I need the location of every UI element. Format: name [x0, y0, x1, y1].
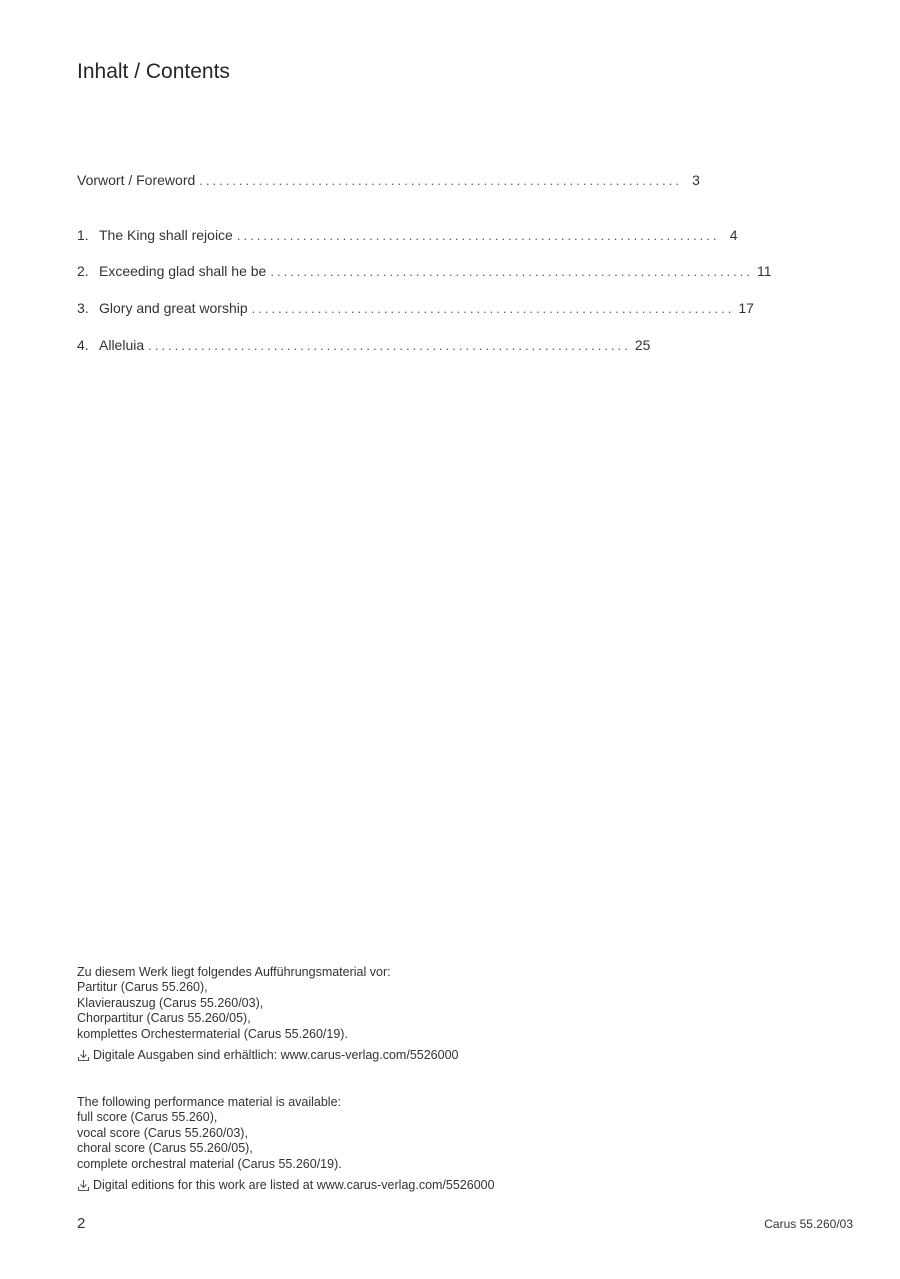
dot-leader: ......................................................................... [251, 301, 735, 316]
catalog-code: Carus 55.260/03 [764, 1217, 853, 1231]
material-line: complete orchestral material (Carus 55.260/19). [77, 1156, 342, 1171]
toc-entry-title: Glory and great worship [99, 300, 248, 316]
material-line: The following performance material is available: [77, 1095, 342, 1109]
digital-editions-note[interactable] [77, 1048, 597, 1063]
toc-entry-number: 2. [77, 263, 89, 279]
toc-entry-title: Vorwort / Foreword [77, 172, 196, 188]
material-line: Partitur (Carus 55.260), [77, 980, 208, 995]
material-line: Chorpartitur (Carus 55.260/05), [77, 1011, 251, 1026]
material-line: vocal score (Carus 55.260/03), [77, 1125, 248, 1140]
material-line: komplettes Orchestermaterial (Carus 55.260/19). [77, 1026, 348, 1041]
toc-entry-2[interactable] [77, 263, 772, 283]
download-icon [77, 1049, 90, 1062]
toc-entry-title: Alleluia [99, 337, 145, 353]
page-title: Inhalt / Contents [77, 60, 230, 83]
toc-entry-title: Exceeding glad shall he be [99, 263, 267, 279]
toc-entry-number: 4. [77, 337, 89, 353]
material-line: Klavierauszug (Carus 55.260/03), [77, 995, 264, 1010]
toc-entry-4[interactable] [77, 337, 651, 357]
download-icon [77, 1179, 90, 1192]
dot-leader: ......................................................................... [236, 228, 720, 243]
table-of-contents [77, 172, 772, 357]
toc-entry-3[interactable] [77, 300, 754, 320]
toc-entry-number: 3. [77, 300, 89, 316]
toc-entry-page: 17 [738, 300, 754, 316]
dot-leader: ......................................................................... [148, 338, 631, 353]
toc-entry-title: The King shall rejoice [99, 227, 233, 243]
material-line: full score (Carus 55.260), [77, 1110, 218, 1125]
material-line: Zu diesem Werk liegt folgendes Aufführungsmaterial vor: [77, 965, 391, 979]
toc-entry-foreword[interactable] [77, 172, 700, 192]
digital-editions-text: Digitale Ausgaben sind erhältlich: www.carus-verlag.com/5526000 [93, 1048, 459, 1063]
performance-material-german [77, 965, 597, 1063]
performance-material-english [77, 1095, 597, 1193]
digital-editions-text: Digital editions for this work are listed at www.carus-verlag.com/5526000 [93, 1178, 495, 1193]
toc-entry-page: 11 [757, 263, 772, 279]
toc-entry-1[interactable] [77, 227, 738, 247]
dot-leader: ......................................................................... [270, 264, 754, 279]
toc-entry-number: 1. [77, 227, 89, 243]
toc-entry-page: 25 [634, 337, 651, 353]
page-number: 2 [77, 1215, 86, 1232]
toc-entry-page: 3 [692, 172, 700, 188]
toc-entry-page: 4 [729, 227, 738, 243]
material-line: choral score (Carus 55.260/05), [77, 1141, 253, 1156]
digital-editions-note[interactable] [77, 1178, 597, 1193]
dot-leader: ......................................................................... [199, 173, 682, 188]
